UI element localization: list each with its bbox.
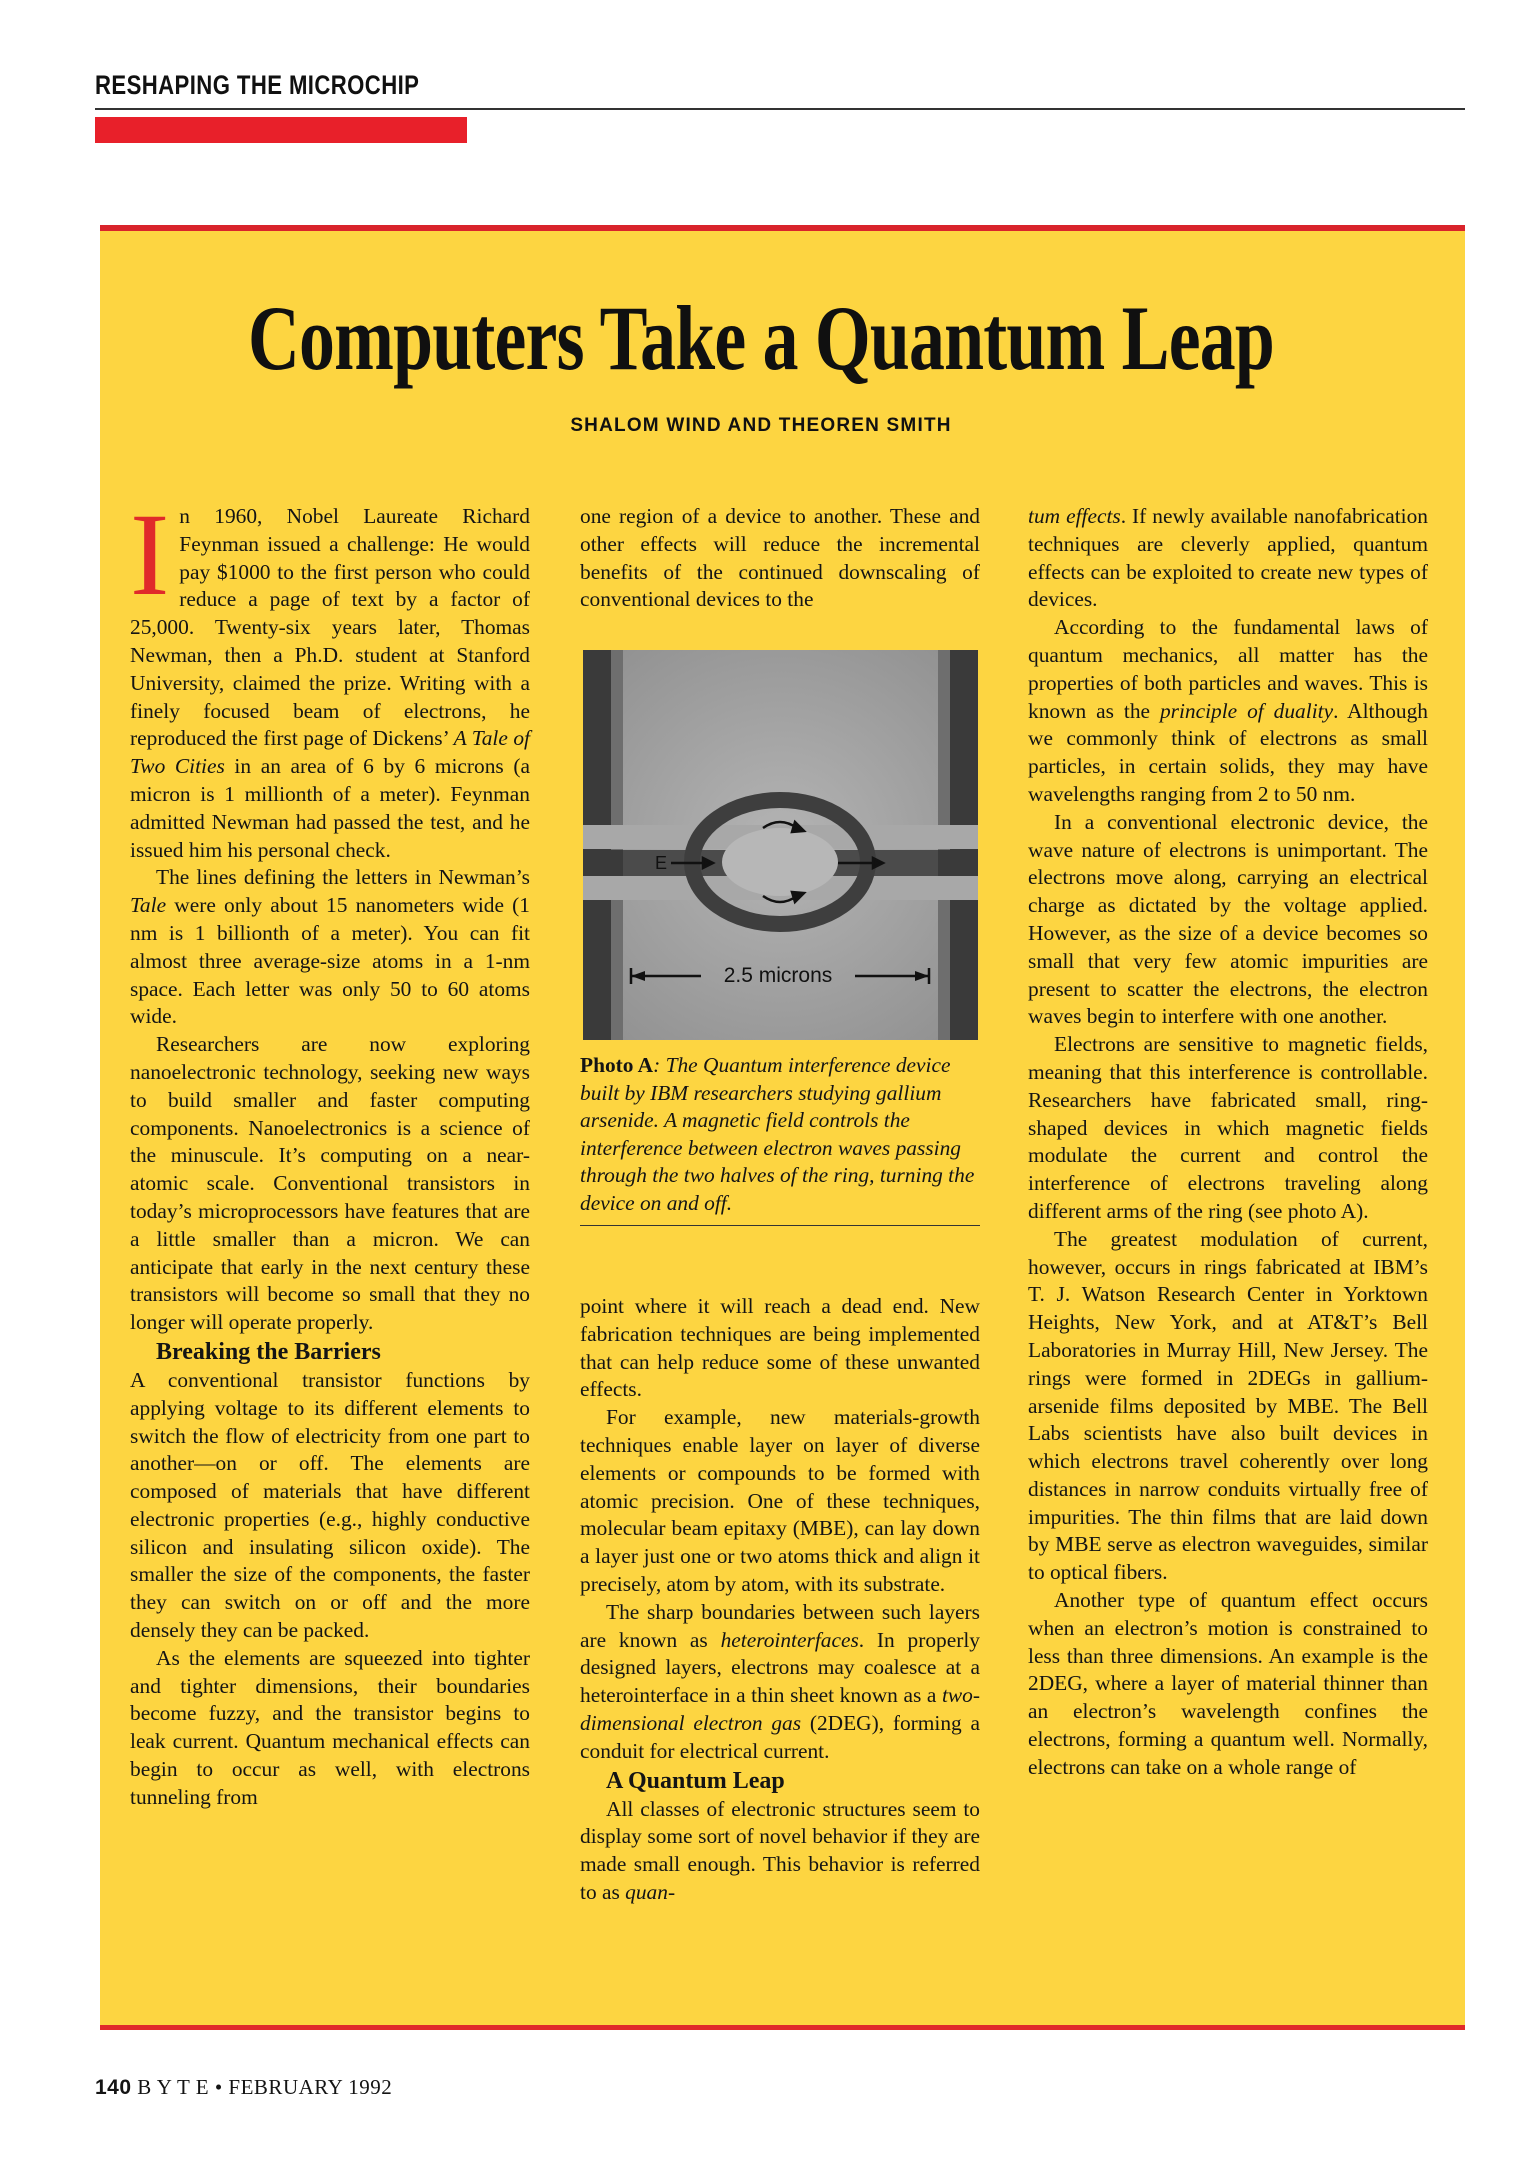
paragraph: In 1960, Nobel Laureate Richard Feynman issued a challenge: He would pay $1000 to the first person who could reduce a page of text by a factor of 25,000. Twenty-six years later, Thomas Newman, then a Ph.D. student at Stanford University, claimed the prize. Writing with a finely focused beam of electrons, he reproduced the first page of Dickens’ A Tale of Two Cities in an area of 6 by 6 microns (a micron is 1 millionth of a meter). Feynman admitted Newman had passed the test, and he issued him his personal check. (130, 489, 531, 862)
paragraph: The lines defining the letters in Newman’s Tale were only about 15 nanometers wide (1 nm is 1 billionth of a meter). You can fit almost three average-size atoms in a 1-nm space. Each letter was only 50 to 60 atoms wide. (130, 865, 530, 1029)
section-label: RESHAPING THE MICROCHIP (95, 70, 420, 100)
photo-quantum-device (583, 650, 978, 1040)
paragraph: According to the fundamental laws of quantum mechanics, all matter has the properties of both particles and waves. This is known as the principle of duality. Although we commonly think of electrons as small particles, in certain solids, they may have wavelengths ranging from 2 to 50 nm. (1028, 615, 1428, 806)
drop-cap: I (130, 489, 170, 620)
paragraph: The greatest modulation of current, however, occurs in rings fabricated at IBM’s T. J. Watson Research Center in Yorktown Heights, New York, and at AT&T’s Bell Laboratories in Murray Hill, New Jersey. The rings were formed in 2DEGs in gallium-arsenide films deposited by MBE. The Bell Labs scientists have also built devices in which electrons travel coherently over long distances in narrow conduits virtually free of impurities. The thin films that are laid down by MBE serve as electron waveguides, similar to optical fibers. (1028, 1226, 1428, 1585)
section-color-bar (95, 117, 467, 143)
column-2-top (580, 503, 980, 614)
subhead-quantum-leap: A Quantum Leap (606, 1767, 785, 1794)
paragraph: For example, new materials-growth techniques enable layer on layer of diverse elements or compounds to be formed with atomic precision. One of these techniques, molecular beam epitaxy (MBE), can lay down a layer just one or two atoms thick and align it precisely, atom by atom, with its substrate. (580, 1405, 980, 1596)
paragraph: The sharp boundaries between such layers are known as heterointerfaces. In properly designed layers, electrons may coalesce at a heterointerface in a thin sheet known as a two-dimensional electron gas (2DEG), forming a conduit for electrical current. (580, 1599, 981, 1763)
magazine-name: B Y T E (137, 2075, 210, 2099)
column-2-bottom (580, 1293, 980, 1907)
paragraph: In a conventional electronic device, the wave nature of electrons is unimportant. The electrons move along, carrying an electrical charge as dictated by the voltage applied. However, as the size of a device becomes so small that very few atomic impurities are present to scatter the electrons, the electron waves begin to interfere with one another. (1028, 809, 1428, 1029)
caption-lead: Photo A (580, 1053, 654, 1077)
issue-date: FEBRUARY 1992 (228, 2075, 393, 2099)
column-3 (1028, 503, 1428, 1782)
footer-separator: • (214, 2075, 223, 2099)
column-1 (130, 489, 531, 1812)
paragraph: All classes of electronic structures seem to display some sort of novel behavior if they are made small enough. This behavior is referred to as quan- (580, 1796, 980, 1904)
panel-bottom-rule (100, 2025, 1465, 2030)
article-title: Computers Take a Quantum Leap (247, 287, 1275, 389)
paragraph: A conventional transistor functions by applying voltage to its different elements to switch the flow of electricity from one part to another—on or off. The elements are composed of materials that have different electronic properties (e.g., highly conductive silicon and insulating silicon oxide). The smaller the size of the components, the faster they can switch on or off and the more densely they can be packed. (130, 1367, 530, 1643)
article-byline: SHALOM WIND AND THEOREN SMITH (570, 415, 952, 436)
paragraph: Researchers are now exploring nanoelectronic technology, seeking new ways to build smaller and faster computing components. Nanoelectronics is a science of the minuscule. It’s computing on a near-atomic scale. Conventional transistors in today’s microprocessors have features that are a little smaller than a micron. We can anticipate that early in the next century these transistors will become so small that they no longer will operate properly. (130, 1032, 530, 1335)
photo-label-e: E (655, 853, 668, 873)
photo-scale-label: 2.5 microns (723, 964, 833, 987)
paragraph: As the elements are squeezed into tighter and tighter dimensions, their boundaries become fuzzy, and the transistor begins to leak current. Quantum mechanical effects can begin to occur as well, with electrons tunneling from (130, 1645, 530, 1809)
paragraph: one region of a device to another. These and other effects will reduce the incremental benefits of the continued downscaling of conventional devices to the (580, 504, 980, 612)
photo-caption (580, 1052, 980, 1226)
paragraph: point where it will reach a dead end. New fabrication techniques are being implemented that can help reduce some of these unwanted effects. (580, 1294, 980, 1402)
paragraph: Electrons are sensitive to magnetic fields, meaning that this interference is controllable. Researchers have fabricated small, ring-shaped devices in which magnetic fields modulate the current and control the interference of electrons traveling along different arms of the ring (see photo A). (1028, 1032, 1428, 1223)
caption-text: : The Quantum interference device built by IBM researchers studying gallium arsenide. A magnetic field controls the interference between electron waves passing through the two halves of the ring, turning the device on and off. (580, 1053, 975, 1215)
page-footer (95, 2075, 392, 2100)
page-number: 140 (95, 2076, 132, 2099)
paragraph: tum effects. If newly available nanofabrication techniques are cleverly applied, quantum effects can be exploited to create new types of devices. (1028, 504, 1428, 612)
subhead-breaking-barriers: Breaking the Barriers (156, 1338, 381, 1365)
section-rule (95, 108, 1465, 110)
paragraph: Another type of quantum effect occurs when an electron’s motion is constrained to less than three dimensions. An example is the 2DEG, where a layer of material thinner than an electron’s wavelength confines the electrons, forming a quantum well. Normally, electrons can take on a whole range of (1028, 1588, 1428, 1779)
